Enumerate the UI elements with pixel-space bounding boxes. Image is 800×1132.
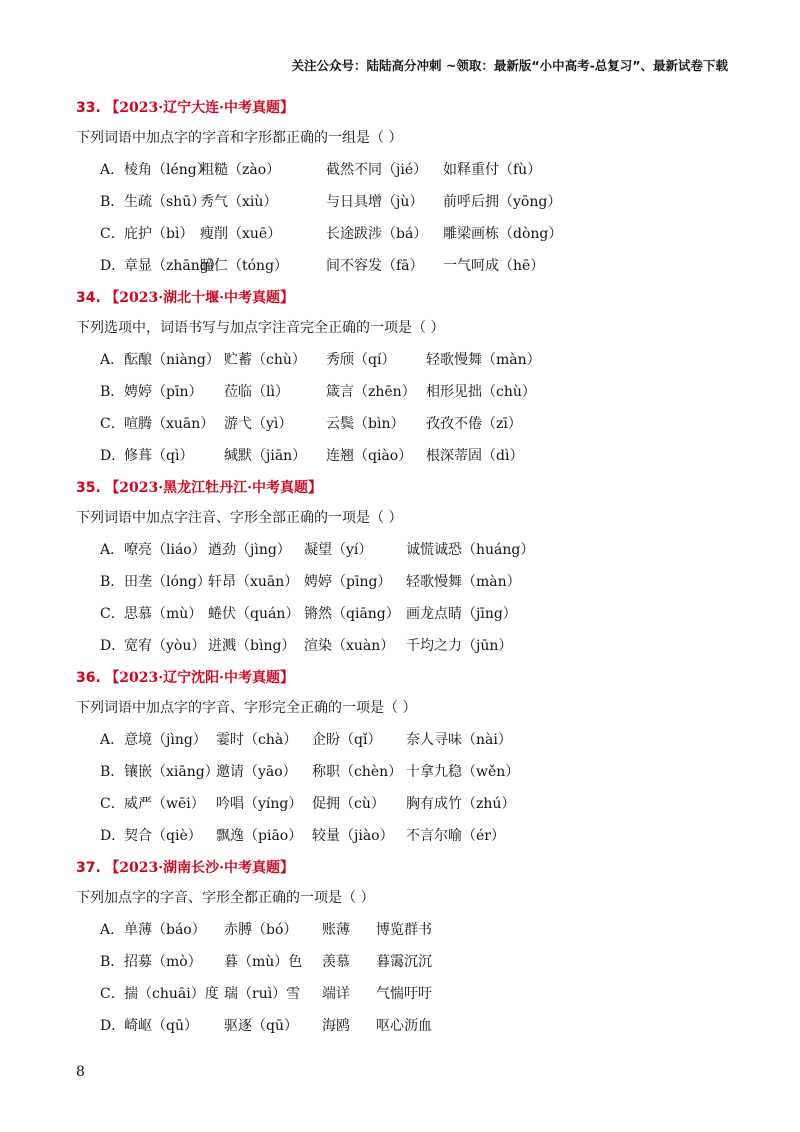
option-item: 迸溅（bìng）: [208, 638, 296, 654]
question-source: 【2023·湖北十堰·中考真题】: [105, 290, 294, 306]
option-item: 气惴吁吁: [376, 986, 432, 1002]
option-item: 修葺（qì）: [124, 448, 194, 464]
option-label: D．: [100, 258, 126, 274]
option-item: 轻歌慢舞（màn）: [426, 352, 541, 368]
option-item: 称职（chèn）: [312, 764, 403, 780]
option-item: 酝酿（niàng）: [124, 352, 220, 368]
option-item: 千均之力（jūn）: [406, 638, 513, 654]
option-item: 凝望（yí）: [304, 542, 373, 558]
question-number: 36.: [76, 670, 101, 686]
option-item: 秀颀（qí）: [326, 352, 396, 368]
question-stem: 下列加点字的字音、字形全都正确的一项是（ ）: [76, 890, 375, 906]
option-item: 截然不同（jié）: [326, 162, 428, 178]
option-row: [76, 951, 736, 983]
option-item: 崎岖（qū）: [124, 1018, 198, 1034]
option-item: 揣（chuāi）度: [124, 986, 219, 1002]
option-label: A．: [100, 542, 125, 558]
option-item: 诚慌诚恐（huáng）: [406, 542, 535, 558]
option-label: C．: [100, 606, 125, 622]
option-item: 根深蒂固（dì）: [426, 448, 524, 464]
option-item: 云鬓（bìn）: [326, 416, 405, 432]
option-item: 瞳仁（tóng）: [200, 258, 289, 274]
question-37: [76, 857, 736, 1047]
option-item: 前呼后拥（yōng）: [443, 194, 562, 210]
question-stem: 下列词语中加点字注音、字形全部正确的一项是（ ）: [76, 510, 403, 526]
option-row: [76, 349, 736, 381]
option-item: 相形见拙（chù）: [426, 384, 536, 400]
option-row: [76, 413, 736, 445]
option-item: 威严（wēi）: [124, 796, 205, 812]
question-heading: [76, 287, 736, 317]
option-item: 孜孜不倦（zī）: [426, 416, 522, 432]
option-item: 箴言（zhēn）: [326, 384, 416, 400]
question-35: [76, 477, 736, 667]
option-item: 田垄（lóng）: [124, 574, 211, 590]
option-label: B．: [100, 574, 125, 590]
option-item: 驱逐（qū）: [224, 1018, 298, 1034]
option-item: 飘逸（piāo）: [216, 828, 303, 844]
option-row: [76, 539, 736, 571]
option-item: 暮霭沉沉: [376, 954, 432, 970]
option-item: 瘦削（xuē）: [200, 226, 282, 242]
option-label: A．: [100, 352, 125, 368]
question-33: [76, 97, 736, 287]
option-item: 渲染（xuàn）: [304, 638, 395, 654]
option-row: [76, 255, 736, 287]
question-heading: [76, 667, 736, 697]
option-label: C．: [100, 986, 125, 1002]
option-row: [76, 825, 736, 857]
option-item: 呕心沥血: [376, 1018, 432, 1034]
option-row: [76, 729, 736, 761]
option-item: 促拥（cù）: [312, 796, 385, 812]
option-item: 娉婷（pīn）: [124, 384, 203, 400]
option-item: 生疏（shū）: [124, 194, 206, 210]
option-row: [76, 223, 736, 255]
option-row: [76, 381, 736, 413]
option-item: 宽宥（yòu）: [124, 638, 206, 654]
option-row: [76, 445, 736, 477]
option-item: 较量（jiào）: [312, 828, 394, 844]
option-item: 娉婷（pīng）: [304, 574, 392, 590]
option-item: 奈人寻味（nài）: [406, 732, 512, 748]
option-item: 海鸥: [322, 1018, 350, 1034]
option-row: [76, 761, 736, 793]
option-item: 不言尔喻（ér）: [406, 828, 505, 844]
option-label: B．: [100, 384, 125, 400]
option-row: [76, 159, 736, 191]
option-item: 间不容发（fā）: [326, 258, 424, 274]
option-item: 轻歌慢舞（màn）: [406, 574, 521, 590]
option-item: 暮（mù）色: [224, 954, 303, 970]
option-row: [76, 191, 736, 223]
option-item: 喧腾（xuān）: [124, 416, 215, 432]
page-header: 关注公众号：陆陆高分冲刺 ~领取：最新版“小中高考-总复习”、最新试卷下载: [291, 58, 728, 73]
option-row: [76, 571, 736, 603]
option-item: 粗糙（zào）: [200, 162, 281, 178]
option-item: 轩昂（xuān）: [208, 574, 299, 590]
option-row: [76, 1015, 736, 1047]
option-item: 连翘（qiào）: [326, 448, 413, 464]
option-item: 与日具增（jù）: [326, 194, 424, 210]
option-item: 莅临（lì）: [224, 384, 289, 400]
option-label: B．: [100, 954, 125, 970]
option-label: B．: [100, 194, 125, 210]
option-row: [76, 983, 736, 1015]
option-item: 思慕（mù）: [124, 606, 203, 622]
option-row: [76, 635, 736, 667]
option-label: C．: [100, 226, 125, 242]
option-item: 庇护（bì）: [124, 226, 194, 242]
option-item: 契合（qiè）: [124, 828, 202, 844]
option-item: 雕梁画栋（dòng）: [443, 226, 563, 242]
question-source: 【2023·黑龙江牡丹江·中考真题】: [105, 480, 322, 496]
option-item: 锵然（qiāng）: [304, 606, 400, 622]
option-item: 单薄（báo）: [124, 922, 206, 938]
option-item: 蜷伏（quán）: [208, 606, 300, 622]
option-item: 意境（jìng）: [124, 732, 207, 748]
option-item: 棱角（léng）: [124, 162, 211, 178]
option-label: B．: [100, 764, 125, 780]
option-item: 贮蓄（chù）: [224, 352, 306, 368]
question-source: 【2023·辽宁沈阳·中考真题】: [105, 670, 294, 686]
option-label: D．: [100, 448, 126, 464]
option-item: 章显（zhāng）: [124, 258, 223, 274]
question-heading: [76, 477, 736, 507]
question-number: 35.: [76, 480, 101, 496]
option-label: D．: [100, 638, 126, 654]
option-label: A．: [100, 732, 125, 748]
option-item: 霎时（chà）: [216, 732, 298, 748]
option-label: D．: [100, 1018, 126, 1034]
option-label: C．: [100, 796, 125, 812]
option-item: 缄默（jiān）: [224, 448, 307, 464]
question-34: [76, 287, 736, 477]
question-stem: 下列词语中加点字的字音和字形都正确的一组是（ ）: [76, 130, 403, 146]
option-item: 长途跋涉（bá）: [326, 226, 428, 242]
option-row: [76, 919, 736, 951]
option-item: 邀请（yāo）: [216, 764, 297, 780]
option-item: 遒劲（jìng）: [208, 542, 291, 558]
question-heading: [76, 857, 736, 887]
option-item: 如释重付（fù）: [443, 162, 542, 178]
option-row: [76, 793, 736, 825]
question-number: 37.: [76, 860, 101, 876]
option-item: 嘹亮（liáo）: [124, 542, 206, 558]
option-item: 镶嵌（xiāng）: [124, 764, 219, 780]
option-label: A．: [100, 922, 125, 938]
option-item: 画龙点睛（jīng）: [406, 606, 517, 622]
option-item: 赤膊（bó）: [224, 922, 298, 938]
question-stem: 下列词语中加点字的字音、字形完全正确的一项是（ ）: [76, 700, 417, 716]
question-number: 33.: [76, 100, 101, 116]
question-36: [76, 667, 736, 857]
option-item: 胸有成竹（zhú）: [406, 796, 516, 812]
option-item: 博览群书: [376, 922, 432, 938]
option-item: 企盼（qǐ）: [312, 732, 382, 748]
question-stem: 下列选项中，词语书写与加点字注音完全正确的一项是（ ）: [76, 320, 445, 336]
option-item: 秀气（xiù）: [200, 194, 278, 210]
page-number: 8: [76, 1064, 85, 1080]
option-item: 招募（mò）: [124, 954, 202, 970]
option-item: 游弋（yì）: [224, 416, 293, 432]
option-item: 十拿九稳（wěn）: [406, 764, 520, 780]
question-list: [76, 97, 736, 1047]
option-row: [76, 603, 736, 635]
option-item: 羡慕: [322, 954, 350, 970]
option-label: A．: [100, 162, 125, 178]
question-heading: [76, 97, 736, 127]
question-number: 34.: [76, 290, 101, 306]
option-item: 一气呵成（hē）: [443, 258, 545, 274]
option-item: 瑞（ruì）雪: [224, 986, 301, 1002]
option-label: D．: [100, 828, 126, 844]
question-source: 【2023·辽宁大连·中考真题】: [105, 100, 294, 116]
option-item: 吟唱（yíng）: [216, 796, 303, 812]
option-item: 账薄: [322, 922, 350, 938]
question-source: 【2023·湖南长沙·中考真题】: [105, 860, 294, 876]
option-item: 端详: [322, 986, 350, 1002]
option-label: C．: [100, 416, 125, 432]
